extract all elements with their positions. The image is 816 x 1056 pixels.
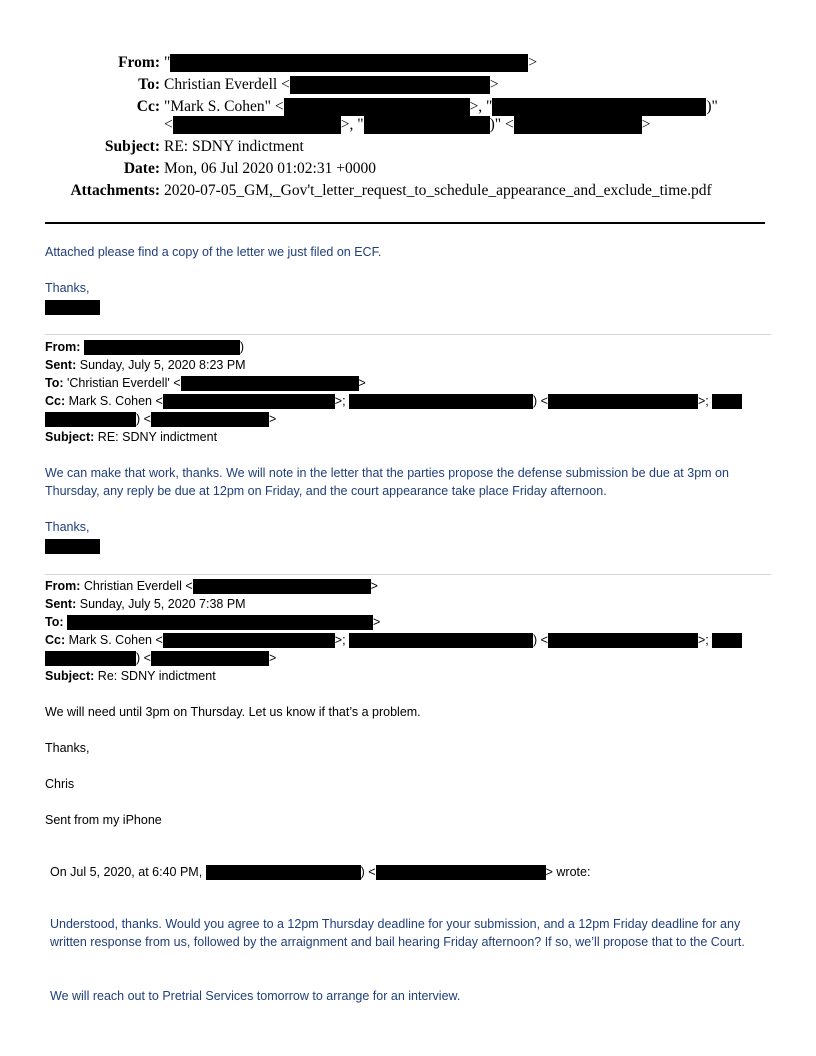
signature-redaction <box>45 539 100 554</box>
redaction-block <box>349 633 533 648</box>
from-label: From: <box>118 54 160 71</box>
msg2-thanks: Thanks, <box>45 520 90 534</box>
redaction-block <box>376 865 546 880</box>
msg1-body: Attached please find a copy of the letter we just filed on ECF. <box>45 245 382 259</box>
redaction-block <box>364 116 490 134</box>
msg2-body: We can make that work, thanks. We will note in the letter that the parties propose the defense submission be due at 3pm on Thursday, any reply be due at 12pm on Friday, and the court appearance take place Friday afternoon. <box>45 466 729 498</box>
redaction-block <box>290 76 490 94</box>
header-to-row: To: Christian Everdell < > <box>0 74 816 96</box>
msg3-cc-row: Cc: Mark S. Cohen < >; ) < >; <box>45 631 742 649</box>
redaction-block <box>170 54 528 72</box>
attachment-link[interactable]: 2020-07-05_GM,_Gov't_letter_request_to_schedule_appearance_and_exclude_time.pdf <box>164 182 712 199</box>
redaction-block <box>712 394 742 409</box>
redaction-block <box>163 633 335 648</box>
msg4-body-2: We will reach out to Pretrial Services tomorrow to arrange for an interview. <box>50 989 461 1003</box>
redaction-block <box>181 376 359 391</box>
message-separator <box>45 334 771 335</box>
header-cc-row-2: < >, " )" < > <box>164 116 651 133</box>
msg4-on-wrote-line: On Jul 5, 2020, at 6:40 PM, ) < > wrote: <box>50 865 591 879</box>
redaction-block <box>173 116 341 134</box>
redaction-block <box>151 412 269 427</box>
msg3-thanks: Thanks, <box>45 741 90 755</box>
date-value: Mon, 06 Jul 2020 01:02:31 +0000 <box>164 160 376 177</box>
date-label: Date: <box>123 160 160 177</box>
msg3-from-row: From: Christian Everdell < > <box>45 579 378 593</box>
header-attachments-row <box>0 180 816 202</box>
header-from-row: From: " > <box>0 52 816 74</box>
msg3-sent-row: Sent: Sunday, July 5, 2020 7:38 PM <box>45 597 246 611</box>
to-label: To: <box>138 76 160 93</box>
msg1-thanks: Thanks, <box>45 281 90 295</box>
redaction-block <box>45 412 136 427</box>
msg2-cc-row: Cc: Mark S. Cohen < >; ) < >; <box>45 392 742 410</box>
redaction-block <box>67 615 373 630</box>
header-cc-row: Cc: "Mark S. Cohen" < >, " )" <box>0 96 816 118</box>
redaction-block <box>712 633 742 648</box>
msg3-to-row: To: > <box>45 615 381 629</box>
header-divider <box>45 222 765 224</box>
redaction-block <box>206 865 361 880</box>
msg3-signature: Chris <box>45 777 75 791</box>
header-date-row <box>0 158 816 180</box>
msg3-body: We will need until 3pm on Thursday. Let us know if that’s a problem. <box>45 705 421 719</box>
msg3-cc-row-2: ) < > <box>45 649 276 667</box>
cc-label: Cc: <box>136 98 160 115</box>
redaction-block <box>548 394 698 409</box>
msg2-sent-row: Sent: Sunday, July 5, 2020 8:23 PM <box>45 358 246 372</box>
attachments-label: Attachments: <box>70 182 160 199</box>
redaction-block <box>163 394 335 409</box>
redaction-block <box>151 651 269 666</box>
redaction-block <box>84 340 240 355</box>
msg2-to-row: To: 'Christian Everdell' < > <box>45 376 366 390</box>
subject-value: RE: SDNY indictment <box>164 138 304 155</box>
redaction-block <box>514 116 642 134</box>
msg2-from-row: From: ) <box>45 340 245 354</box>
msg2-cc-row-2: ) < > <box>45 410 276 428</box>
msg2-subject-row: Subject: RE: SDNY indictment <box>45 430 218 444</box>
header-subject-row <box>0 136 816 158</box>
msg4-body-1: Understood, thanks. Would you agree to a 12pm Thursday deadline for your submission, and a 12pm Friday deadline for any written response from us, followed by the arraignment and bail hearing Friday afternoon? If so, we’ll propose that to the Court. <box>50 917 745 949</box>
subject-label: Subject: <box>104 138 160 155</box>
redaction-block <box>548 633 698 648</box>
redaction-block <box>45 651 136 666</box>
redaction-block <box>193 579 371 594</box>
message-separator <box>45 574 771 575</box>
signature-redaction <box>45 300 100 315</box>
msg3-subject-row: Subject: Re: SDNY indictment <box>45 669 216 683</box>
redaction-block <box>349 394 533 409</box>
msg3-sent-from: Sent from my iPhone <box>45 813 162 827</box>
